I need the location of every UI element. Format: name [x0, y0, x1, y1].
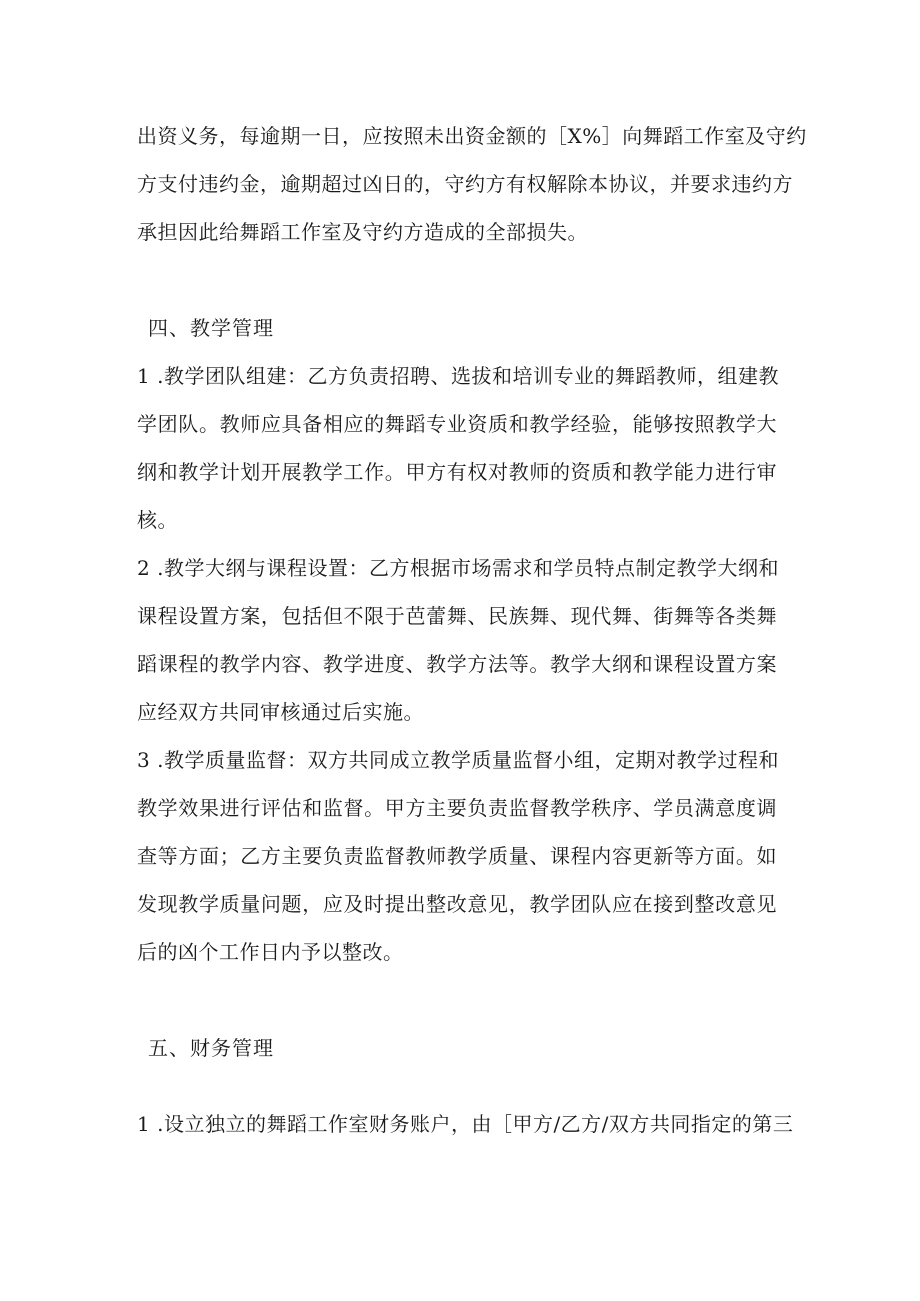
- paragraph-line: 方支付违约金，逾期超过凶日的，守约方有权解除本协议，并要求违约方: [137, 172, 793, 196]
- paragraph-line: 出资义务，每逾期一日，应按照未出资金额的［X%］向舞蹈工作室及守约: [137, 124, 807, 148]
- list-item-line: 核。: [137, 508, 178, 532]
- list-item-line: 教学效果进行评估和监督。甲方主要负责监督教学秩序、学员满意度调: [137, 796, 777, 820]
- list-item-line: 蹈课程的教学内容、教学进度、教学方法等。教学大纲和课程设置方案: [137, 652, 777, 676]
- section-heading: 五、财务管理: [148, 1036, 274, 1060]
- list-item-line: 查等方面；乙方主要负责监督教师教学质量、课程内容更新等方面。如: [137, 844, 777, 868]
- list-item-line: 课程设置方案，包括但不限于芭蕾舞、民族舞、现代舞、街舞等各类舞: [137, 604, 777, 628]
- section-heading: 四、教学管理: [148, 316, 274, 340]
- paragraph-line: 承担因此给舞蹈工作室及守约方造成的全部损失。: [137, 220, 588, 244]
- list-item-line: 学团队。教师应具备相应的舞蹈专业资质和教学经验，能够按照教学大: [137, 412, 777, 436]
- list-item-line: 纲和教学计划开展教学工作。甲方有权对教师的资质和教学能力进行审: [137, 460, 777, 484]
- list-item-line: 2 .教学大纲与课程设置：乙方根据市场需求和学员特点制定教学大纲和: [137, 556, 779, 580]
- list-item-line: 1 .教学团队组建：乙方负责招聘、选拔和培训专业的舞蹈教师，组建教: [137, 364, 779, 388]
- list-item-line: 后的凶个工作日内予以整改。: [137, 940, 404, 964]
- list-item-line: 1 .设立独立的舞蹈工作室财务账户，由［甲方/乙方/双方共同指定的第三: [137, 1112, 794, 1136]
- list-item-line: 3 .教学质量监督：双方共同成立教学质量监督小组，定期对教学过程和: [137, 748, 779, 772]
- list-item-line: 发现教学质量问题，应及时提出整改意见，教学团队应在接到整改意见: [137, 892, 777, 916]
- list-item-line: 应经双方共同审核通过后实施。: [137, 700, 424, 724]
